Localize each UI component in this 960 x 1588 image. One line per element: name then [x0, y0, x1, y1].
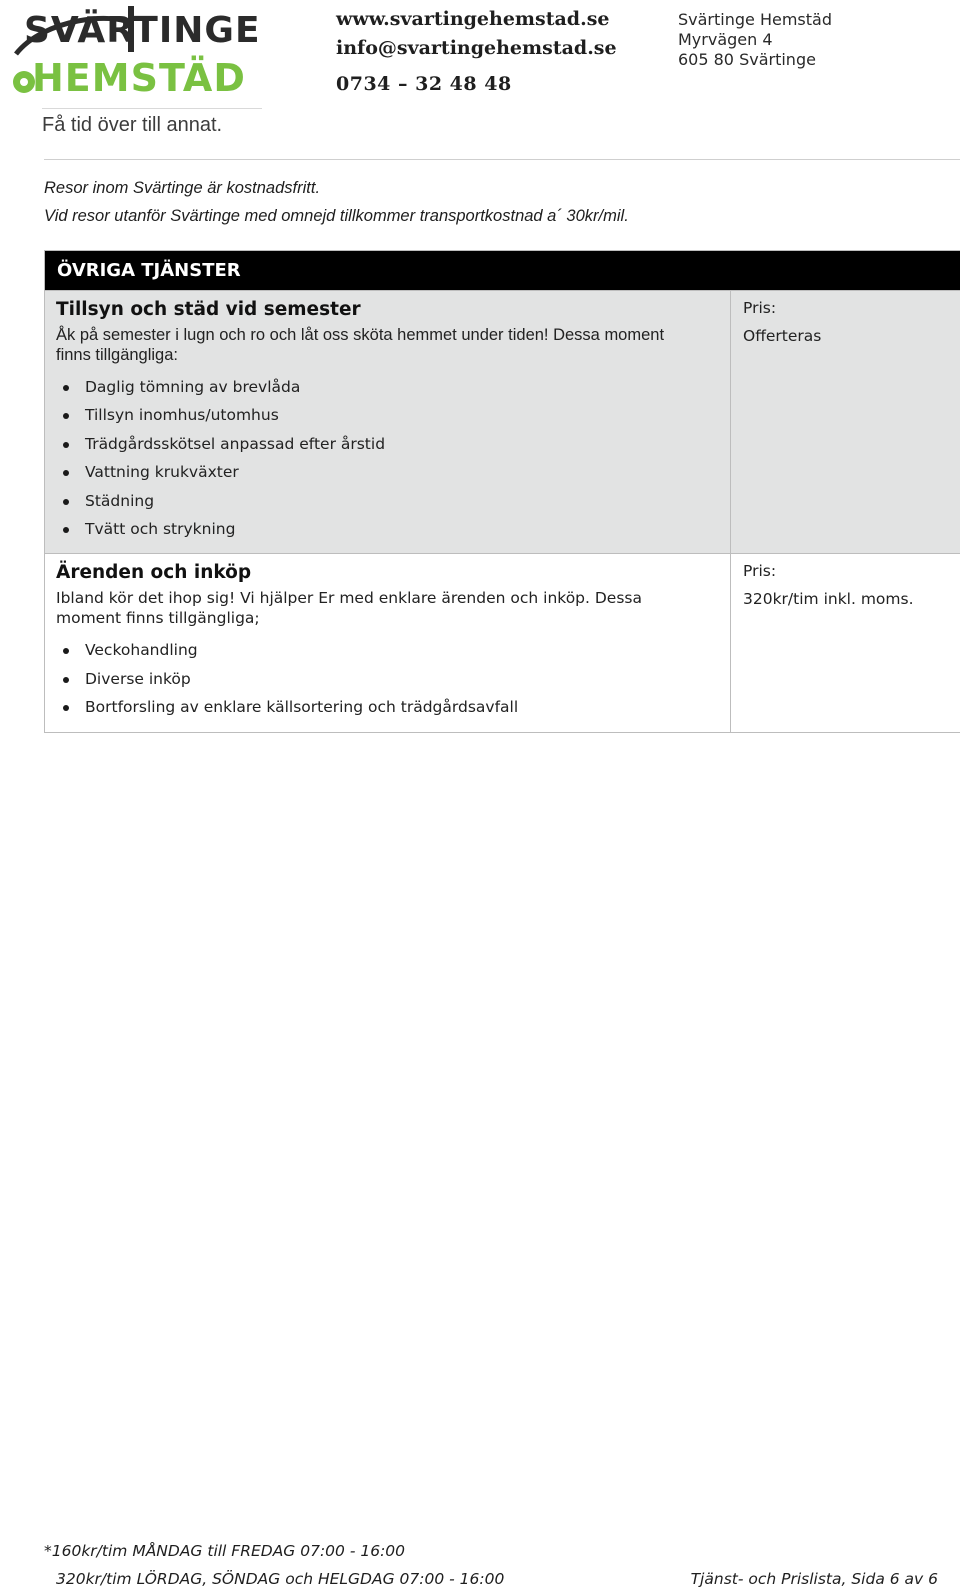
- service-details: [45, 554, 731, 731]
- services-table: [44, 250, 960, 733]
- list-item: Bortforsling av enklare källsortering och trädgårdsavfall: [56, 693, 730, 721]
- list-item: Vattning krukväxter: [56, 458, 730, 486]
- service-title: Tillsyn och städ vid semester: [56, 299, 361, 320]
- header-divider: [44, 159, 960, 160]
- list-item: Veckohandling: [56, 636, 730, 664]
- services-heading: ÖVRIGA TJÄNSTER: [45, 251, 960, 290]
- service-description: Ibland kör det ihop sig! Vi hjälper Er med enklare ärenden och inköp. Dessa moment finns tillgängliga;: [56, 589, 642, 628]
- address-block: [678, 10, 832, 70]
- address-postal: 605 80 Svärtinge: [678, 50, 816, 69]
- list-item: Städning: [56, 487, 730, 515]
- service-row: [45, 553, 960, 731]
- logo-word-bottom: HEMSTÄD: [32, 56, 246, 100]
- list-item: Tvätt och strykning: [56, 515, 730, 543]
- logo-slogan: Få tid över till annat.: [42, 114, 223, 136]
- list-item: Trädgårdsskötsel anpassad efter årstid: [56, 430, 730, 458]
- price-label: Pris:: [743, 299, 777, 317]
- travel-note-external: Vid resor utanför Svärtinge med omnejd tillkommer transportkostnad a´ 30kr/mil.: [44, 207, 629, 225]
- service-bullets: [56, 636, 730, 721]
- list-item: Daglig tömning av brevlåda: [56, 373, 730, 401]
- footer-weekend-rate: 320kr/tim LÖRDAG, SÖNDAG och HELGDAG 07:00 - 16:00: [56, 1570, 505, 1588]
- contact-block: [336, 8, 617, 95]
- service-price: [731, 291, 960, 553]
- website-link[interactable]: www.svartingehemstad.se: [336, 8, 610, 30]
- address-name: Svärtinge Hemstäd: [678, 10, 832, 29]
- company-logo: [4, 2, 266, 140]
- service-price: [731, 554, 960, 731]
- service-bullets: [56, 373, 730, 543]
- logo-divider: [42, 108, 262, 109]
- service-row: [45, 290, 960, 553]
- list-item: Diverse inköp: [56, 665, 730, 693]
- email-link[interactable]: info@svartingehemstad.se: [336, 37, 617, 59]
- service-title: Ärenden och inköp: [56, 562, 252, 584]
- footer-weekday-rate: *160kr/tim MÅNDAG till FREDAG 07:00 - 16:00: [44, 1542, 406, 1560]
- travel-note-local: Resor inom Svärtinge är kostnadsfritt.: [44, 179, 321, 197]
- service-details: [45, 291, 731, 553]
- price-label: Pris:: [743, 562, 777, 581]
- list-item: Tillsyn inomhus/utomhus: [56, 401, 730, 429]
- logo-word-top: SVÄRTINGE: [24, 10, 261, 51]
- price-value: Offerteras: [743, 327, 822, 345]
- service-description: Åk på semester i lugn och ro och låt oss sköta hemmet under tiden! Dessa moment finns tillgängliga:: [56, 326, 665, 364]
- price-value: 320kr/tim inkl. moms.: [743, 590, 914, 609]
- address-street: Myrvägen 4: [678, 30, 773, 49]
- phone-number: 0734 – 32 48 48: [336, 73, 512, 95]
- footer-page-info: Tjänst- och Prislista, Sida 6 av 6: [690, 1570, 938, 1588]
